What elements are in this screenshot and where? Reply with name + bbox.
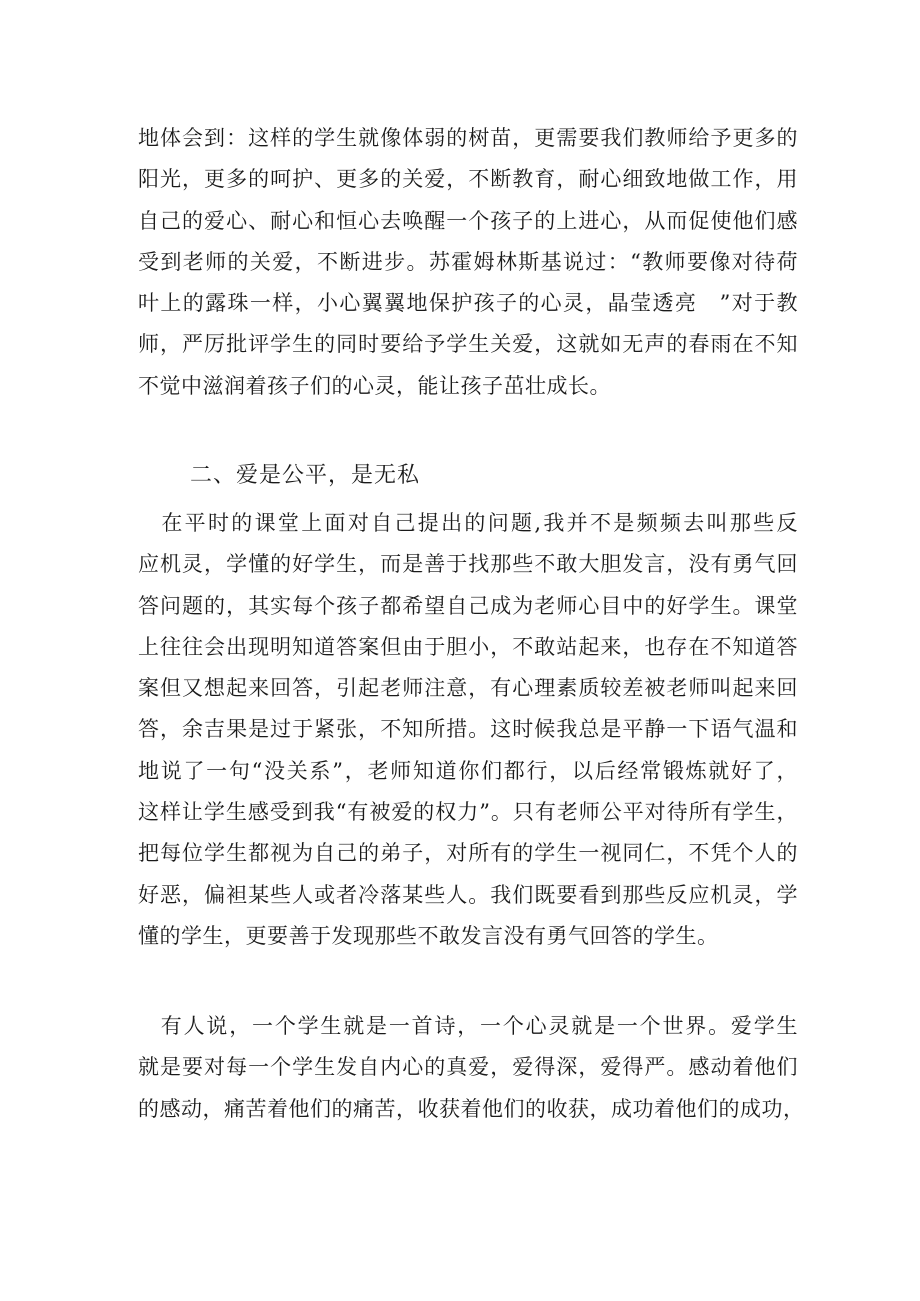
paragraph-1 — [138, 118, 798, 407]
paragraph-line: 答，余吉果是过于紧张，不知所措。这时候我总是平静一下语气温和 — [138, 717, 798, 742]
paragraph-line: 把每位学生都视为自己的弟子，对所有的学生一视同仁，不凭个人的 — [138, 841, 798, 866]
paragraph-2 — [138, 503, 798, 957]
paragraph-line: 在平时的课堂上面对自己提出的问题,我并不是频频去叫那些反 — [138, 511, 798, 535]
section-heading: 二、爱是公平，是无私 — [190, 463, 421, 488]
paragraph-line: 上往往会出现明知道答案但由于胆小，不敢站起来，也存在不知道答 — [138, 634, 798, 659]
paragraph-line: 叶上的露珠一样，小心翼翼地保护孩子的心灵，晶莹透亮 ”对于教 — [138, 291, 798, 316]
paragraph-line: 地体会到：这样的学生就像体弱的树苗，更需要我们教师给予更多的 — [138, 126, 798, 150]
paragraph-line: 受到老师的关爱，不断进步。苏霍姆林斯基说过：“教师要像对待荷 — [138, 249, 798, 274]
paragraph-line: 不觉中滋润着孩子们的心灵，能让孩子茁壮成长。 — [138, 373, 611, 398]
paragraph-line: 地说了一句“没关系”，老师知道你们都行，以后经常锻炼就好了， — [138, 758, 798, 783]
paragraph-line: 好恶，偏袒某些人或者冷落某些人。我们既要看到那些反应机灵，学 — [138, 882, 798, 907]
paragraph-line: 应机灵，学懂的好学生，而是善于找那些不敢大胆发言，没有勇气回 — [138, 552, 798, 577]
paragraph-line: 这样让学生感受到我“有被爱的权力”。只有老师公平对待所有学生， — [138, 800, 798, 825]
paragraph-line: 案但又想起来回答，引起老师注意，有心理素质较差被老师叫起来回 — [138, 676, 798, 701]
paragraph-line: 懂的学生，更要善于发现那些不敢发言没有勇气回答的学生。 — [138, 923, 719, 948]
paragraph-3 — [138, 1006, 805, 1130]
paragraph-line: 师，严厉批评学生的同时要给予学生关爱，这就如无声的春雨在不知 — [138, 332, 798, 357]
paragraph-line: 阳光，更多的呵护、更多的关爱，不断教育，耐心细致地做工作，用 — [138, 167, 798, 192]
paragraph-line: 答问题的，其实每个孩子都希望自己成为老师心目中的好学生。课堂 — [138, 593, 798, 618]
paragraph-line: 自己的爱心、耐心和恒心去唤醒一个孩子的上进心，从而促使他们感 — [138, 208, 798, 233]
paragraph-line: 就是要对每一个学生发自内心的真爱，爱得深，爱得严。感动着他们 — [138, 1055, 798, 1080]
paragraph-line: 有人说，一个学生就是一首诗，一个心灵就是一个世界。爱学生 — [138, 1014, 798, 1038]
paragraph-line: 的感动，痛苦着他们的痛苦，收获着他们的收获，成功着他们的成功， — [138, 1096, 805, 1121]
